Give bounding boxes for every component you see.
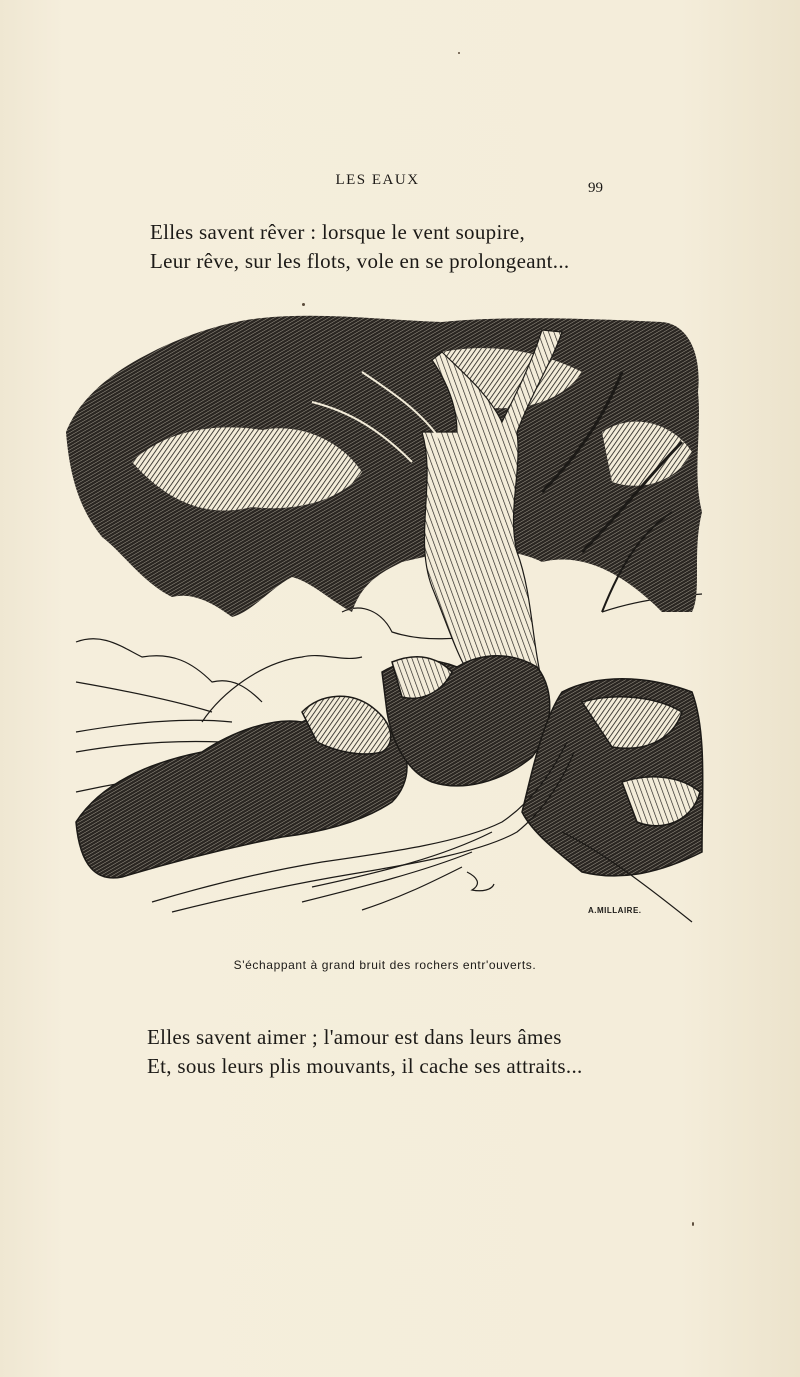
landscape-engraving — [62, 312, 710, 932]
artist-signature: A.MILLAIRE. — [588, 906, 642, 915]
stanza-1 — [150, 218, 569, 276]
ink-speck — [302, 303, 305, 306]
verse-line: Et, sous leurs plis mouvants, il cache ses attraits... — [147, 1054, 583, 1078]
tree-canopy — [66, 316, 702, 617]
verse-line: Leur rêve, sur les flots, vole en se prolongeant... — [150, 249, 570, 273]
stanza-2 — [147, 1023, 583, 1081]
ink-speck — [458, 52, 460, 54]
illustration-caption: S'échappant à grand bruit des rochers entr'ouverts. — [233, 958, 537, 972]
rocks — [76, 656, 703, 878]
running-title: LES EAUX — [335, 172, 420, 188]
verse-line: Elles savent rêver : lorsque le vent soupire, — [150, 220, 526, 244]
verse-line: Elles savent aimer ; l'amour est dans leurs âmes — [147, 1025, 562, 1049]
page-number: 99 — [588, 180, 603, 196]
ink-speck — [692, 1222, 694, 1226]
